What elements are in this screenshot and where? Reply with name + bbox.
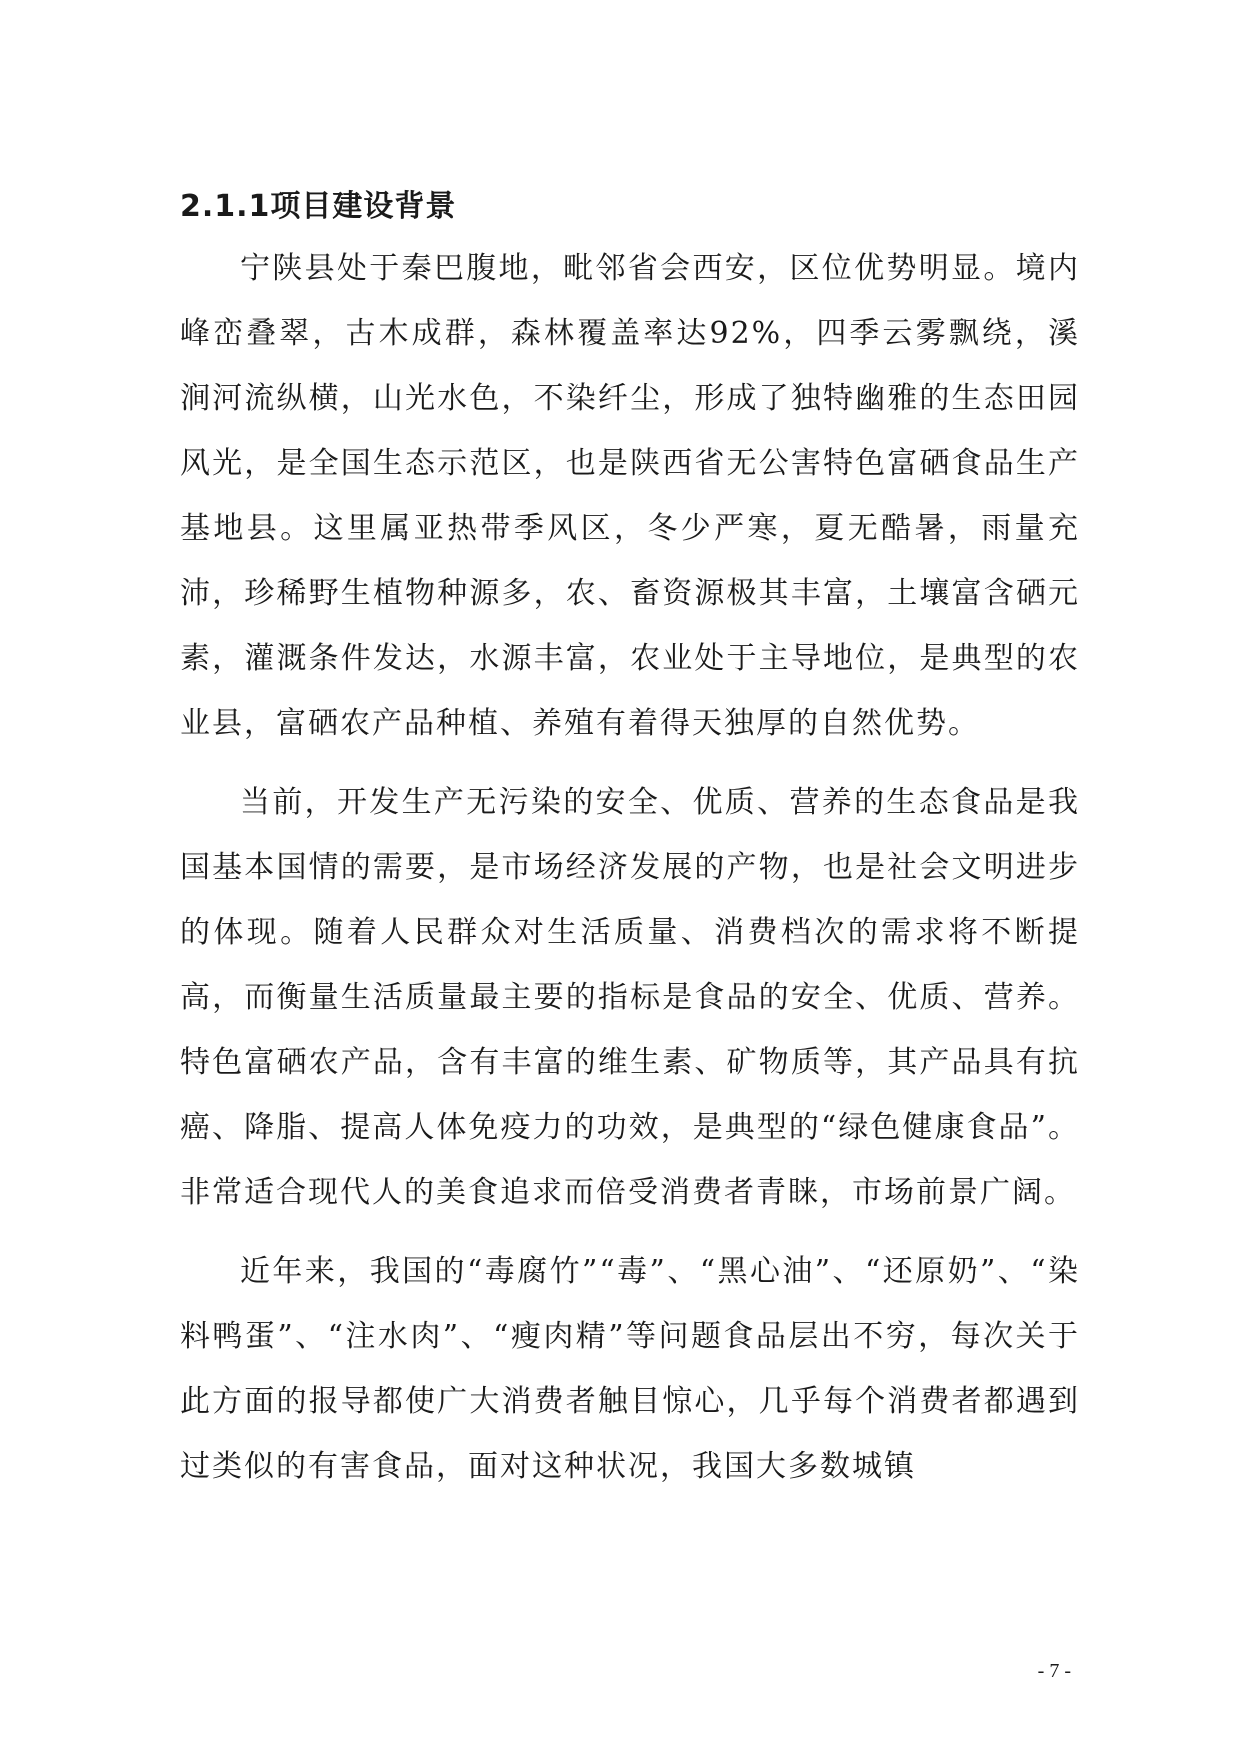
page-content xyxy=(180,186,1080,1499)
section-heading: 2.1.1项目建设背景 xyxy=(180,189,457,224)
page-number: - 7 - xyxy=(1037,1660,1071,1682)
paragraph-market: 当前，开发生产无污染的安全、优质、营养的生态食品是我国基本国情的需要，是市场经济发展的产物，也是社会文明进步的体现。随着人民群众对生活质量、消费档次的需求将不断提高，而衡量生活质量最主要的指标是食品的安全、优质、营养。特色富硒农产品，含有丰富的维生素、矿物质等，其产品具有抗癌、降脂、提高人体免疫力的功效，是典型的“绿色健康食品”。非常适合现代人的美食追求而倍受消费者青睐，市场前景广阔。 xyxy=(180,785,1080,1210)
paragraph-location: 宁陕县处于秦巴腹地，毗邻省会西安，区位优势明显。境内峰峦叠翠，古木成群，森林覆盖率达92%，四季云雾飘绕，溪涧河流纵横，山光水色，不染纤尘，形成了独特幽雅的生态田园风光，是全国生态示范区，也是陕西省无公害特色富硒食品生产基地县。这里属亚热带季风区，冬少严寒，夏无酷暑，雨量充沛，珍稀野生植物种源多，农、畜资源极其丰富，土壤富含硒元素，灌溉条件发达，水源丰富，农业处于主导地位，是典型的农业县，富硒农产品种植、养殖有着得天独厚的自然优势。 xyxy=(180,251,1080,741)
paragraph-food-safety: 近年来，我国的“毒腐竹”“毒”、“黑心油”、“还原奶”、“染料鸭蛋”、“注水肉”、“瘦肉精”等问题食品层出不穷，每次关于此方面的报导都使广大消费者触目惊心，几乎每个消费者都遇到过类似的有害食品，面对这种状况，我国大多数城镇 xyxy=(180,1254,1080,1484)
